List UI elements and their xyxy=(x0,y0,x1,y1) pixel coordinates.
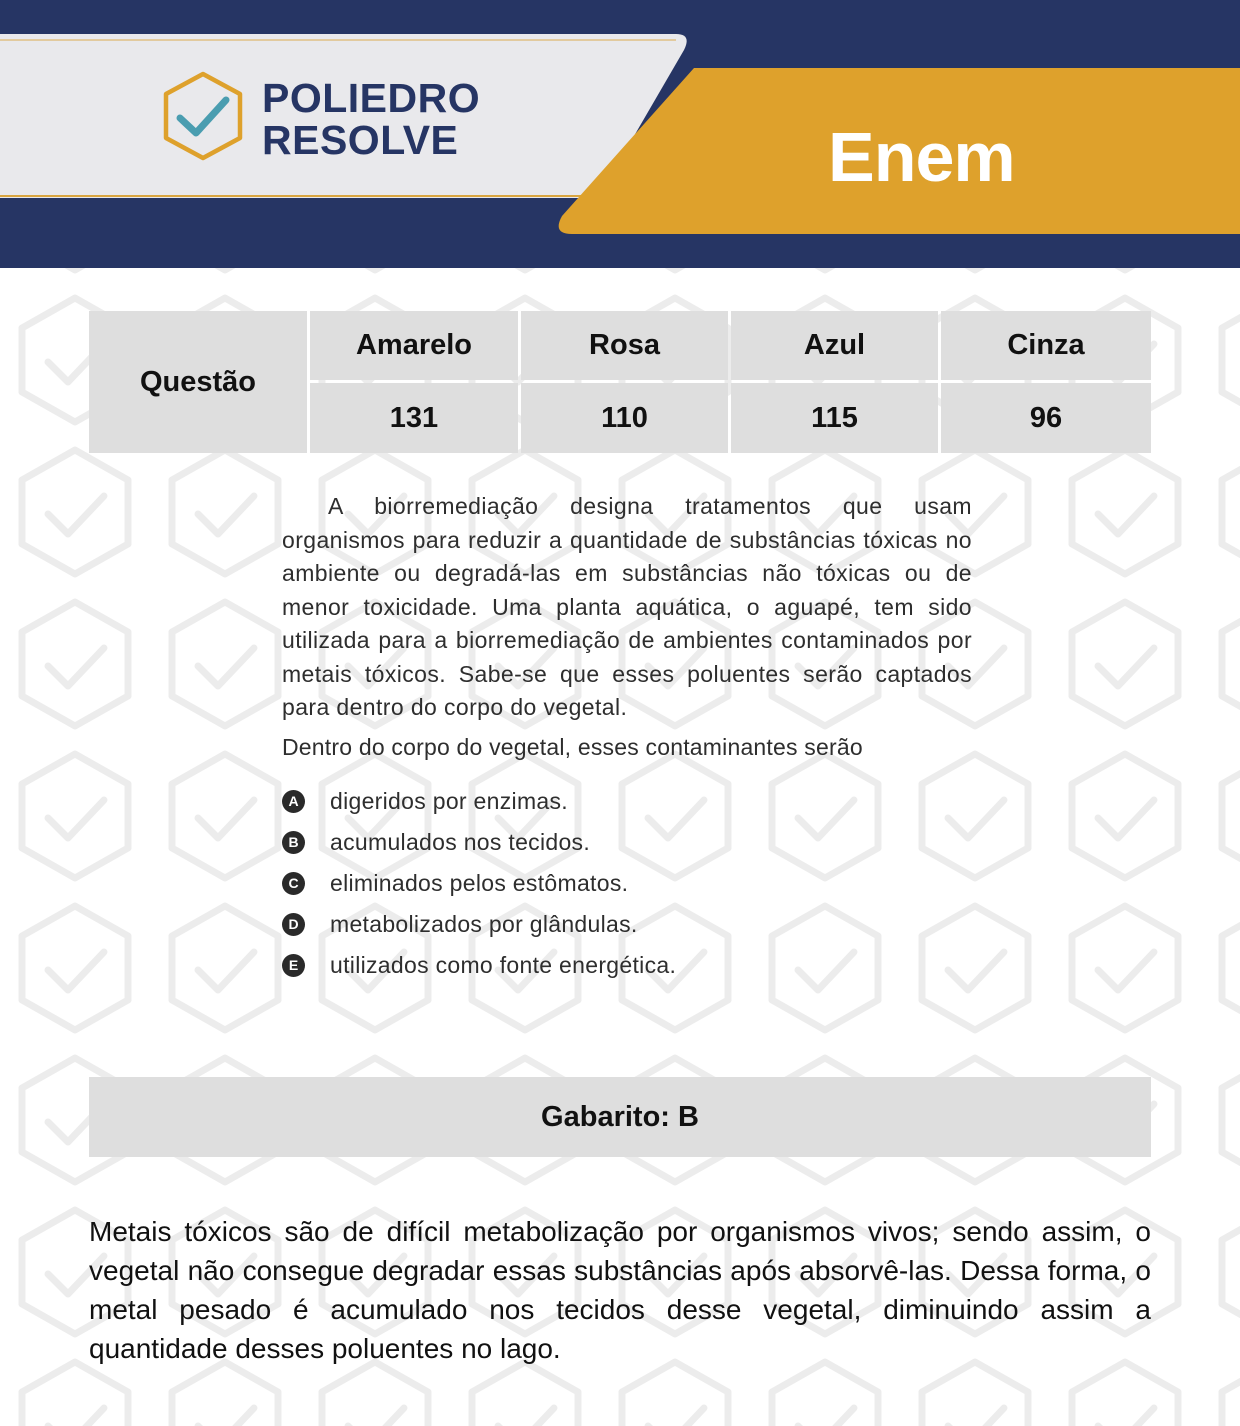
question-block xyxy=(282,490,972,986)
option-text: utilizados como fonte energética. xyxy=(330,951,677,978)
brand-name: POLIEDRO xyxy=(262,75,481,121)
question-number: 110 xyxy=(601,401,648,434)
option-text: eliminados pelos estômatos. xyxy=(330,869,629,896)
column-label: Azul xyxy=(803,329,866,361)
checkmark-hexagon-icon xyxy=(158,70,248,162)
answer-key-bar xyxy=(89,1077,1151,1157)
answer-key-label: Gabarito: B xyxy=(541,1100,699,1133)
option-text: digeridos por enzimas. xyxy=(330,787,568,814)
exam-title: Enem xyxy=(828,118,1015,196)
option-text: metabolizados por glândulas. xyxy=(330,910,638,937)
table-cell xyxy=(521,383,728,453)
header-banner xyxy=(0,0,1240,268)
option-c xyxy=(282,863,972,904)
column-label: Rosa xyxy=(589,329,660,361)
option-text: acumulados nos tecidos. xyxy=(330,828,591,855)
table-cell xyxy=(731,383,938,453)
answer-options xyxy=(282,781,972,986)
question-version-table xyxy=(89,311,1151,453)
table-column-header xyxy=(521,311,728,380)
row-header-label: Questão xyxy=(139,365,257,398)
explanation-text: Metais tóxicos são de difícil metabolização por organismos vivos; sendo assim, o vegetal não consegue degradar essas substâncias após absorvê-las. Dessa forma, o metal pesado é acumulado nos tecidos desse vegetal, diminuindo assim a quantidade desses poluentes no lago. xyxy=(89,1216,1151,1364)
table-cell xyxy=(941,383,1151,453)
option-a xyxy=(282,781,972,822)
question-number: 96 xyxy=(1029,401,1063,434)
option-letter-badge: C xyxy=(282,872,305,895)
column-label: Amarelo xyxy=(355,329,473,361)
option-e xyxy=(282,945,972,986)
table-column-header xyxy=(310,311,518,380)
option-letter-badge: A xyxy=(282,790,305,813)
option-letter-badge: E xyxy=(282,954,305,977)
question-text: A biorremediação designa tratamentos que usam organismos para reduzir a quantidade de substâncias tóxicas no ambiente ou degradá-las em substâncias não tóxicas ou de menor toxicidade. Uma planta aquática, o aguapé, tem sido utilizada para a biorremediação de ambientes contaminados por metais tóxicos. Sabe-se que esses poluentes serão captados para dentro do corpo do vegetal. xyxy=(282,493,972,720)
option-d xyxy=(282,904,972,945)
question-stem: Dentro do corpo do vegetal, esses contaminantes serão xyxy=(282,733,863,760)
question-number: 115 xyxy=(811,401,858,434)
option-letter-badge: B xyxy=(282,831,305,854)
table-cell xyxy=(310,383,518,453)
option-letter-badge: D xyxy=(282,913,305,936)
table-column-header xyxy=(941,311,1151,380)
question-number: 131 xyxy=(389,401,439,434)
brand-subtitle: RESOLVE xyxy=(262,117,459,163)
table-row-header xyxy=(89,311,307,453)
option-b xyxy=(282,822,972,863)
table-column-header xyxy=(731,311,938,380)
column-label: Cinza xyxy=(1007,329,1085,361)
